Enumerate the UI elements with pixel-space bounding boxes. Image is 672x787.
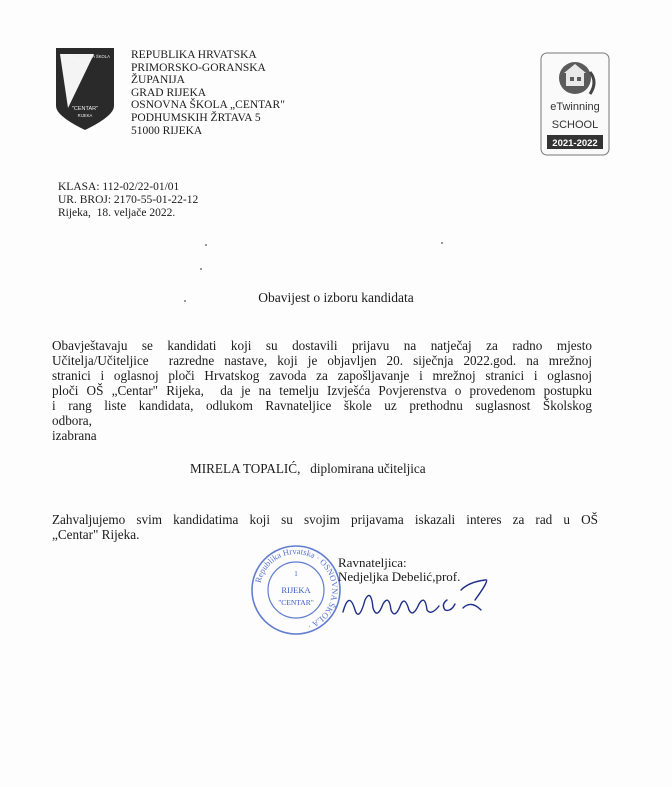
etwinning-years: 2021-2022 xyxy=(552,138,598,149)
stamp-number: 1 xyxy=(294,570,298,578)
header-line: PRIMORSKO-GORANSKA xyxy=(131,61,266,74)
scan-speck xyxy=(205,244,207,246)
stamp-city: RIJEKA xyxy=(281,585,311,595)
body-line: odbora, xyxy=(52,413,92,428)
stamp-school: "CENTAR" xyxy=(278,598,314,607)
header-line: ŽUPANIJA xyxy=(131,74,185,87)
school-address-block xyxy=(131,49,285,137)
header-line: GRAD RIJEKA xyxy=(131,86,207,99)
document-title: Obavijest o izboru kandidata xyxy=(258,290,414,305)
logo-text-top: OSNOVNA ŠKOLA xyxy=(74,54,110,59)
body-line: izabrana xyxy=(52,428,97,443)
body-line: i rang liste kandidata, odlukom Ravnateljice škole uz prethodnu suglasnost Školskog xyxy=(52,398,592,413)
header-line: PODHUMSKIH ŽRTAVA 5 xyxy=(131,111,261,124)
reference-block xyxy=(58,181,198,220)
scan-speck xyxy=(441,242,443,244)
logo-text-bottom: RIJEKA xyxy=(77,113,93,118)
thanks-line: „Centar" Rijeka. xyxy=(52,527,140,542)
klasa: KLASA: 112-02/22-01/01 xyxy=(58,181,180,193)
body-line: Obavještavaju se kandidati koji su dostavili prijavu na natječaj za radno mjesto xyxy=(52,338,592,353)
body-paragraph xyxy=(52,338,592,443)
logo-text-mid: "CENTAR" xyxy=(71,106,99,112)
selected-candidate: MIRELA TOPALIĆ, diplomirana učiteljica xyxy=(190,461,426,476)
thanks-paragraph xyxy=(52,512,598,542)
thanks-line: Zahvaljujemo svim kandidatima koji su svojim prijavama iskazali interes za rad u OŠ xyxy=(52,512,598,527)
body-line: stranici i oglasnoj ploči Hrvatskog zavoda za zapošljavanje i mrežnoj stranici i oglasnoj xyxy=(52,368,592,383)
body-line: ploči OŠ „Centar" Rijeka, da je na temelju Izvješća Povjerenstva o provedenom postupku xyxy=(52,383,592,398)
etwinning-school-badge xyxy=(540,52,610,156)
header-line: REPUBLIKA HRVATSKA xyxy=(131,49,257,61)
urbroj: UR. BROJ: 2170-55-01-22-12 xyxy=(58,194,199,206)
place-date: Rijeka, 18. veljače 2022. xyxy=(58,207,176,219)
body-line: Učitelja/Učiteljice razredne nastave, koji je objavljen 20. siječnja 2022.god. na mrežnoj xyxy=(52,353,592,368)
etwinning-brand: eTwinning xyxy=(550,101,600,113)
official-stamp xyxy=(250,544,342,636)
signature-role: Ravnateljica: xyxy=(338,555,407,570)
header-line: OSNOVNA ŠKOLA „CENTAR" xyxy=(131,99,285,112)
etwinning-label: SCHOOL xyxy=(551,119,599,131)
signature-name: Nedjeljka Debelić,prof. xyxy=(338,569,461,584)
scan-speck xyxy=(200,268,202,270)
stamp-ring-text: Republika Hrvatska · OSNOVNA ŠKOLA · xyxy=(252,545,341,632)
header-line: 51000 RIJEKA xyxy=(131,124,203,137)
handwritten-signature xyxy=(335,570,495,632)
school-logo xyxy=(54,46,116,132)
